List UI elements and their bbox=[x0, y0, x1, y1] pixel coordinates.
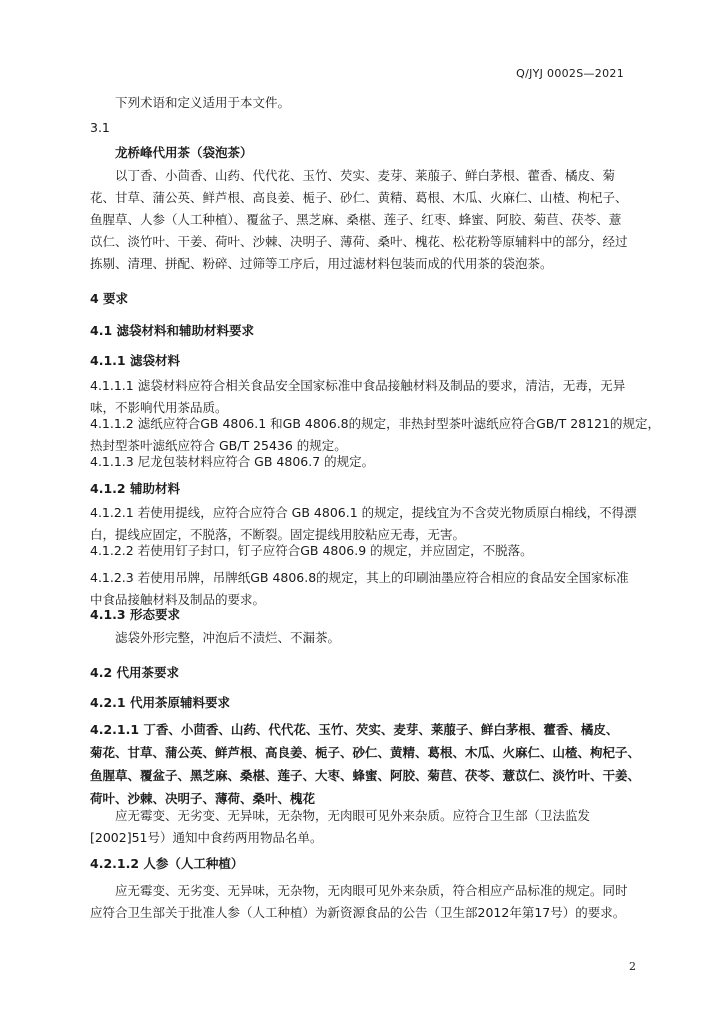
body-line: 菊花、甘草、蒲公英、鲜芦根、高良姜、栀子、砂仁、黄精、葛根、木瓜、火麻仁、山楂、枸杞子、 bbox=[90, 745, 641, 760]
body-line: 热封型茶叶滤纸应符合 GB/T 25436 的规定。 bbox=[90, 438, 347, 453]
section-4-2-1-heading: 4.2.1 代用茶原辅料要求 bbox=[90, 695, 230, 710]
section-3-1-number: 3.1 bbox=[90, 120, 110, 135]
clause-4-2-1-1-requirement bbox=[90, 805, 642, 849]
body-line: 拣剔、清理、拼配、粉碎、过筛等工序后，用过滤材料包装而成的代用茶的袋泡茶。 bbox=[90, 256, 553, 271]
body-line: 味，不影响代用茶品质。 bbox=[90, 400, 228, 415]
body-line: 4.1.2.3 若使用吊牌，吊牌纸GB 4806.8的规定，其上的印刷油墨应符合相应的食品安全国家标准 bbox=[90, 570, 629, 585]
body-line: 白，提线应固定，不脱落，不断裂。固定提线用胶粘应无毒，无害。 bbox=[90, 527, 466, 542]
body-line: 4.2.1.1 丁香、小茴香、山药、代代花、玉竹、芡实、麦芽、莱菔子、鲜白茅根、藿香、橘皮、 bbox=[90, 722, 619, 737]
section-4-1-3-heading: 4.1.3 形态要求 bbox=[90, 607, 180, 622]
body-line: 花、甘草、蒲公英、鲜芦根、高良姜、栀子、砂仁、黄精、葛根、木瓜、火麻仁、山楂、枸杞子、 bbox=[90, 190, 628, 205]
section-3-1-title: 龙桥峰代用茶（袋泡茶） bbox=[115, 145, 253, 160]
body-line: 4.1.1.2 滤纸应符合GB 4806.1 和GB 4806.8的规定，非热封型茶叶滤纸应符合GB/T 28121的规定， bbox=[90, 416, 660, 431]
intro-text: 下列术语和定义适用于本文件。 bbox=[115, 95, 291, 110]
clause-4-2-1-1 bbox=[90, 718, 642, 810]
section-4-1-heading: 4.1 滤袋材料和辅助材料要求 bbox=[90, 323, 254, 338]
section-4-2-1-2-heading: 4.2.1.2 人参（人工种植） bbox=[90, 856, 244, 871]
clause-4-1-1-3: 4.1.1.3 尼龙包装材料应符合 GB 4806.7 的规定。 bbox=[90, 454, 375, 469]
body-line: 4.1.2.1 若使用提线，应符合应符合 GB 4806.1 的规定，提线宜为不含荧光物质原白棉线，不得漂 bbox=[90, 505, 637, 520]
clause-4-2-1-2-requirement bbox=[90, 880, 642, 924]
clause-4-1-2-2: 4.1.2.2 若使用钉子封口，钉子应符合GB 4806.9 的规定，并应固定，不脱落。 bbox=[90, 543, 533, 558]
body-line: 4.1.1.1 滤袋材料应符合相关食品安全国家标准中食品接触材料及制品的要求，清洁，无毒，无异 bbox=[90, 378, 626, 393]
section-4-1-1-heading: 4.1.1 滤袋材料 bbox=[90, 353, 180, 368]
body-line: 荷叶、沙棘、决明子、薄荷、桑叶、槐花 bbox=[90, 791, 316, 806]
page-number: 2 bbox=[629, 960, 636, 973]
section-4-1-2-heading: 4.1.2 辅助材料 bbox=[90, 481, 180, 496]
section-4-heading: 4 要求 bbox=[90, 291, 129, 306]
body-line: 中食品接触材料及制品的要求。 bbox=[90, 592, 266, 607]
section-4-2-heading: 4.2 代用茶要求 bbox=[90, 665, 179, 680]
body-line: 应符合卫生部关于批准人参（人工种植）为新资源食品的公告（卫生部2012年第17号）的要求。 bbox=[90, 905, 626, 920]
body-line: 应无霉变、无劣变、无异味，无杂物，无肉眼可见外来杂质，符合相应产品标准的规定。同时 bbox=[115, 883, 628, 898]
body-line: 应无霉变、无劣变、无异味，无杂物，无肉眼可见外来杂质。应符合卫生部（卫法监发 bbox=[115, 808, 591, 823]
body-line: 苡仁、淡竹叶、干姜、荷叶、沙棘、决明子、薄荷、桑叶、槐花、松花粉等原辅料中的部分，经过 bbox=[90, 234, 628, 249]
body-line: [2002]51号）通知中食药两用物品名单。 bbox=[90, 830, 323, 845]
body-line: 鱼腥草、覆盆子、黑芝麻、桑椹、莲子、大枣、蜂蜜、阿胶、菊苣、茯苓、薏苡仁、淡竹叶、干姜、 bbox=[90, 768, 641, 783]
body-line: 鱼腥草、人参（人工种植）、覆盆子、黑芝麻、桑椹、莲子、红枣、蜂蜜、阿胶、菊苣、茯苓、薏 bbox=[90, 212, 622, 227]
section-3-1-body bbox=[90, 165, 642, 275]
section-4-1-3-text: 滤袋外形完整，冲泡后不渍烂、不漏茶。 bbox=[115, 630, 341, 645]
body-line: 以丁香、小茴香、山药、代代花、玉竹、芡实、麦芽、莱菔子、鲜白茅根、藿香、橘皮、菊 bbox=[115, 168, 616, 183]
document-code: Q/JYJ 0002S—2021 bbox=[516, 67, 624, 80]
